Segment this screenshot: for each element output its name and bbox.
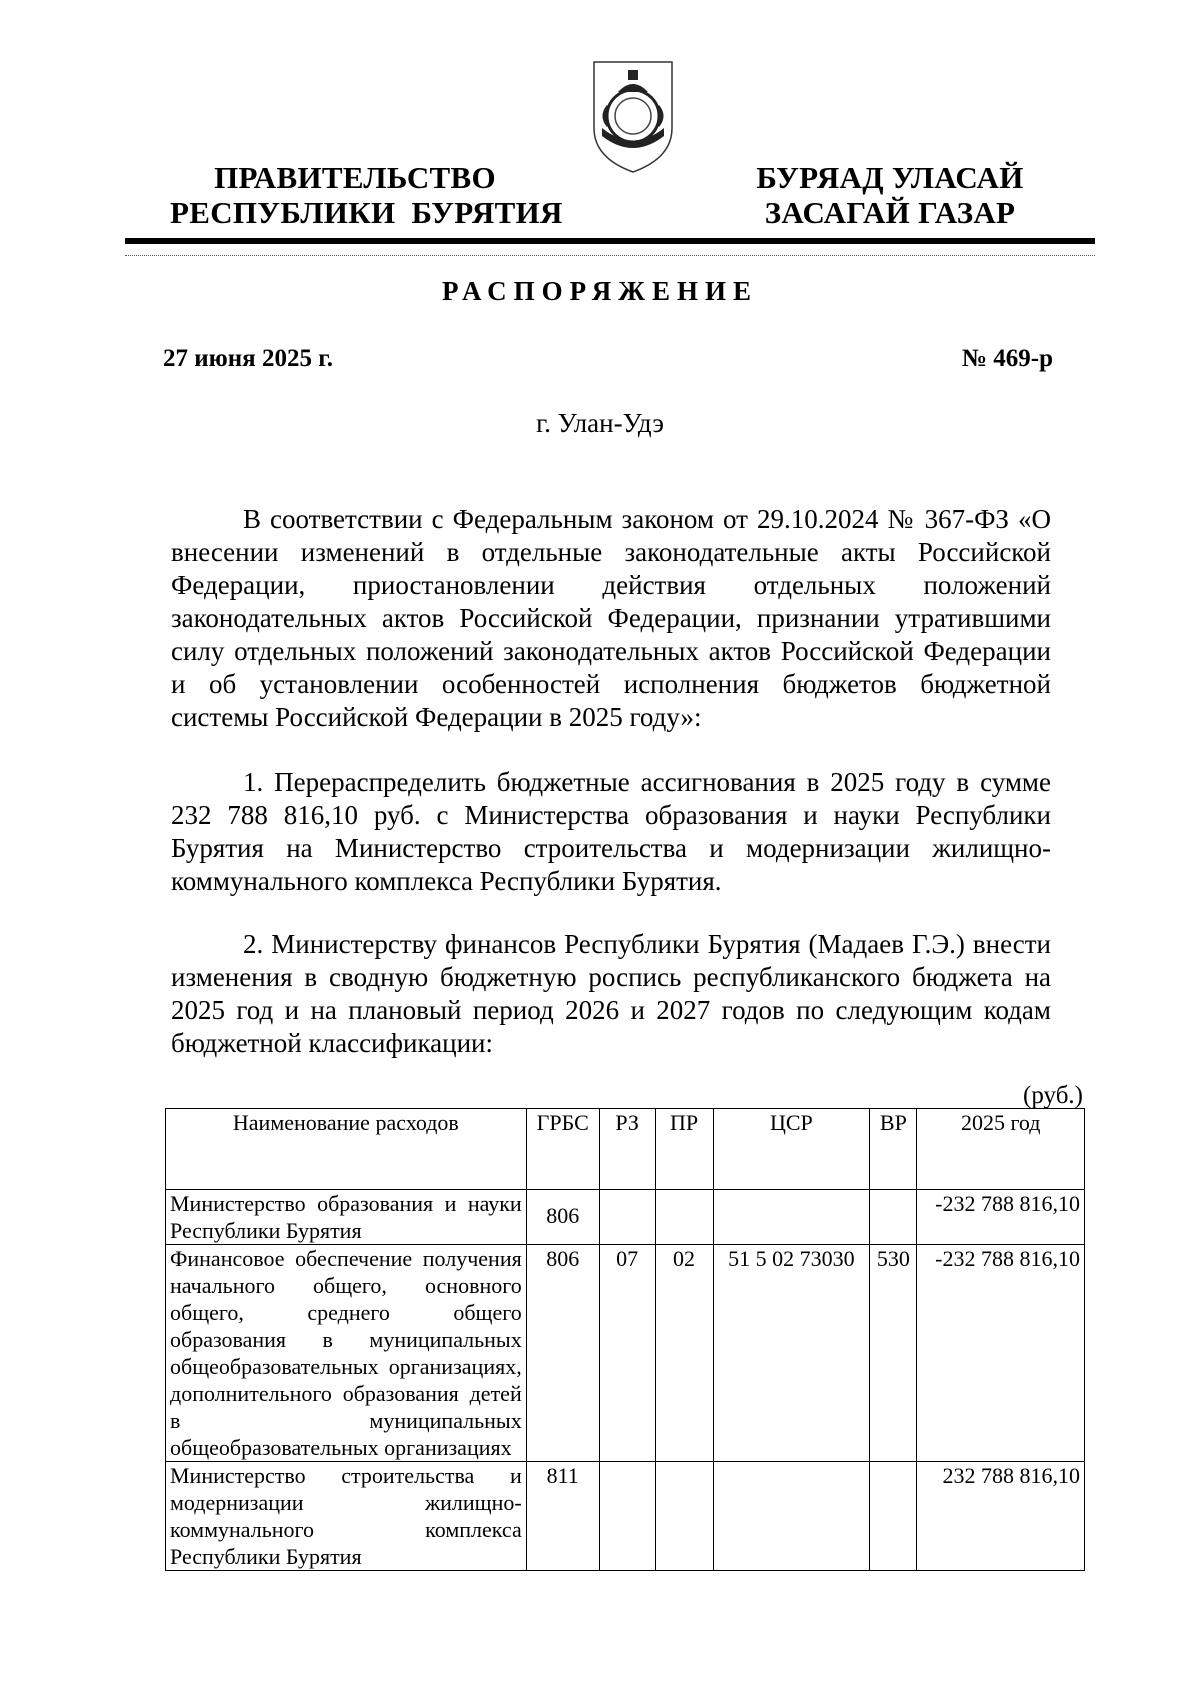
row-vr <box>870 1462 917 1571</box>
document-date: 27 июня 2025 г. <box>163 345 333 372</box>
row-pr: 02 <box>655 1245 713 1462</box>
table-unit-label: (руб.) <box>1023 1082 1083 1109</box>
row-csr: 51 5 02 73030 <box>713 1245 870 1462</box>
header-grbs: ГРБС <box>526 1109 599 1190</box>
row-pr <box>655 1462 713 1571</box>
document-city: г. Улан-Удэ <box>536 408 664 438</box>
org-name-buryat <box>740 160 1040 230</box>
org-name-buryat-line2: ЗАСАГАЙ ГАЗАР <box>764 195 1016 230</box>
row-name: Министерство строительства и модернизации жилищно-коммунального комплекса Республики Бурятия <box>166 1462 527 1571</box>
row-pr <box>655 1190 713 1245</box>
org-name-russian <box>170 160 563 230</box>
row-grbs: 811 <box>526 1462 599 1571</box>
header-divider-thin <box>125 255 1095 256</box>
header-vr: ВР <box>870 1109 917 1190</box>
org-name-buryat-line1: БУРЯАД УЛАСАЙ <box>756 160 1024 195</box>
row-rz <box>599 1190 655 1245</box>
table-row <box>166 1462 1085 1571</box>
org-name-line2: РЕСПУБЛИКИ БУРЯТИЯ <box>170 195 563 230</box>
intro-paragraph: В соответствии с Федеральным законом от 29.10.2024 № 367-ФЗ «О внесении изменений в отдельные законодательные акты Российской Федерации, приостановлении действия отдельных положений законодательных актов Российской Федерации, признании утратившими силу отдельных положений законодательных актов Российской Федерации и об установлении особенностей исполнения бюджетов бюджетной системы Российской Федерации в 2025 году»: <box>171 504 1051 732</box>
row-vr: 530 <box>870 1245 917 1462</box>
row-rz <box>599 1462 655 1571</box>
item-1-paragraph: 1. Перераспределить бюджетные ассигнования в 2025 году в сумме 232 788 816,10 руб. с Министерства образования и науки Республики Бурятия на Министерство строительства и модернизации жилищно-коммунального комплекса Республики Бурятия. <box>171 767 1051 896</box>
header-rz: РЗ <box>599 1109 655 1190</box>
row-rz: 07 <box>599 1245 655 1462</box>
row-grbs: 806 <box>526 1190 599 1245</box>
row-name: Министерство образования и науки Республики Бурятия <box>166 1190 527 1245</box>
row-amount: -232 788 816,10 <box>917 1245 1085 1462</box>
row-vr <box>870 1190 917 1245</box>
table-header-row <box>166 1109 1085 1190</box>
row-grbs: 806 <box>526 1245 599 1462</box>
row-amount: -232 788 816,10 <box>917 1190 1085 1245</box>
header-year: 2025 год <box>917 1109 1085 1190</box>
table-row <box>166 1245 1085 1462</box>
org-name-line1: ПРАВИТЕЛЬСТВО <box>214 160 496 195</box>
budget-table <box>165 1108 1085 1571</box>
row-csr <box>713 1462 870 1571</box>
document-title: РАСПОРЯЖЕНИЕ <box>441 276 759 306</box>
row-amount: 232 788 816,10 <box>917 1462 1085 1571</box>
header-divider-thick <box>125 238 1095 244</box>
row-name: Финансовое обеспечение получения начального общего, основного общего, среднего общего образования в муниципальных общеобразовательных организациях, дополнительного образования детей в муниципальных общеобразовательных организациях <box>166 1245 527 1462</box>
header-pr: ПР <box>655 1109 713 1190</box>
document-number: № 469-р <box>961 345 1053 372</box>
header-csr: ЦСР <box>713 1109 870 1190</box>
item-2-paragraph: 2. Министерству финансов Республики Бурятия (Мадаев Г.Э.) внести изменения в сводную бюджетную роспись республиканского бюджета на 2025 год и на плановый период 2026 и 2027 годов по следующим кодам бюджетной классификации: <box>171 929 1051 1058</box>
header-name: Наименование расходов <box>166 1109 527 1190</box>
table-row <box>166 1190 1085 1245</box>
coat-of-arms-icon <box>588 58 678 176</box>
row-csr <box>713 1190 870 1245</box>
